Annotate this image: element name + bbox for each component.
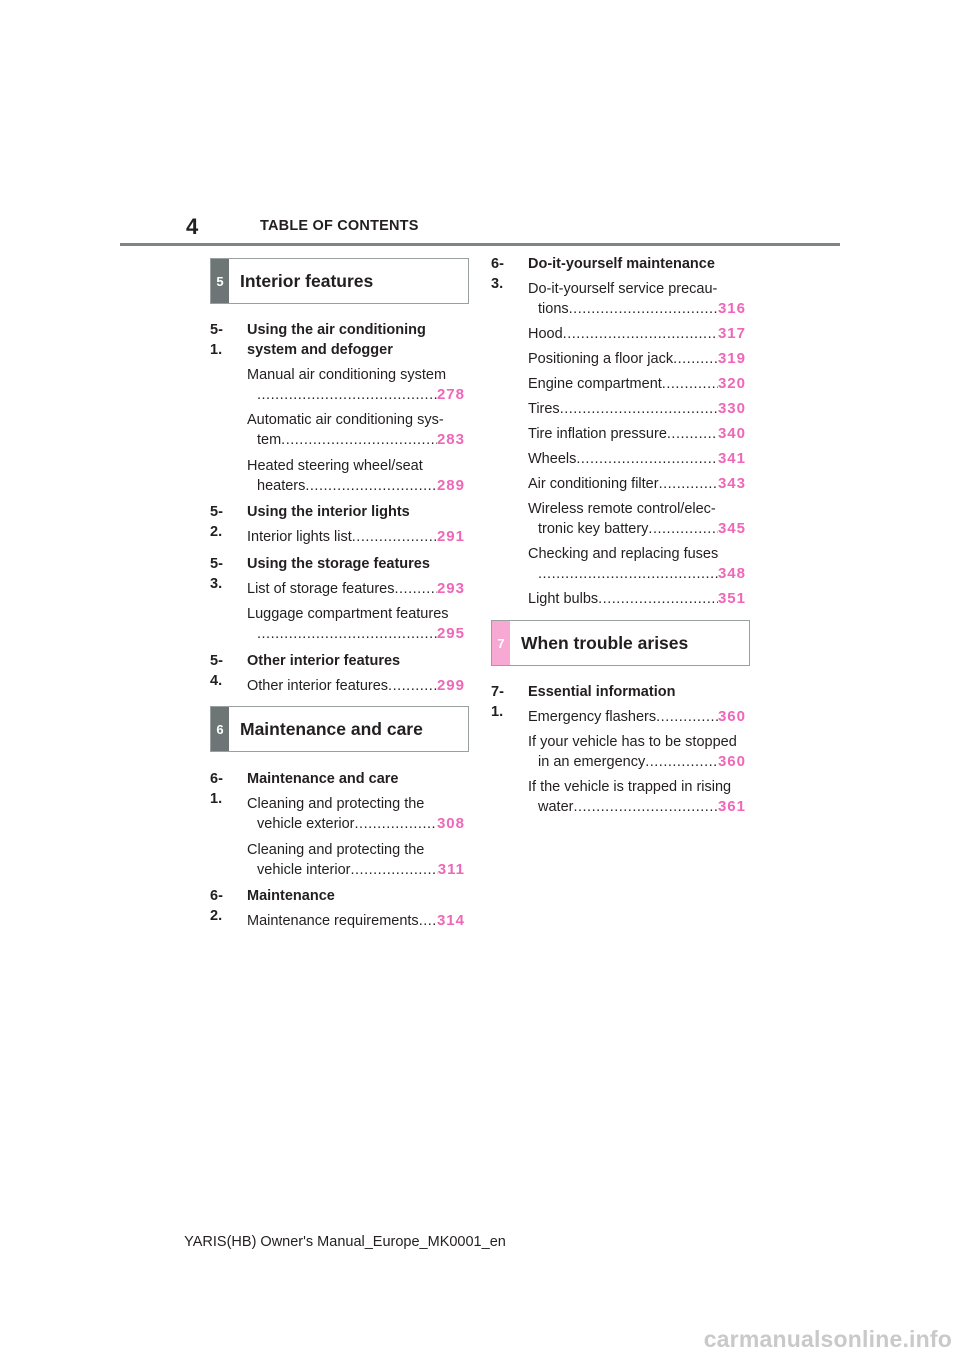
entry-text: Tire inflation pressure [528,426,667,442]
toc-entry[interactable] [528,544,746,584]
subsection-code: 5-3. [210,556,223,592]
toc-entry[interactable] [528,449,746,469]
page-ref[interactable]: 340 [717,425,746,442]
entry-text: Hood [528,326,563,342]
page-ref[interactable]: 319 [717,350,746,367]
section-number-tab: 5 [211,259,229,303]
entry-line1: Cleaning and protecting the [247,796,425,812]
leader-dots [538,564,718,584]
leader-dots [573,797,718,817]
entry-text: Air conditioning filter [528,476,659,492]
subsection-code: 7-1. [491,684,504,720]
section-7-header[interactable] [491,620,750,666]
toc-entry[interactable] [247,676,465,696]
toc-entry[interactable] [247,911,465,931]
leader-dots [305,476,437,496]
toc-entry[interactable] [528,499,746,539]
toc-entry[interactable] [528,349,746,369]
page-ref[interactable]: 311 [437,861,465,878]
subsection-code: 5-1. [210,322,223,358]
page-ref[interactable]: 361 [717,798,746,815]
toc-entry[interactable] [528,374,746,394]
subsection-title: Maintenance and care [247,771,399,787]
entry-text: Other interior features [247,678,389,694]
entry-text: heaters [257,478,306,494]
toc-entry[interactable] [528,707,746,727]
entry-text: Tires [528,401,560,417]
subsection-title: Using the air conditioning system and defogger [247,322,426,358]
section-number-tab: 6 [211,707,229,751]
page-ref[interactable]: 341 [717,450,746,467]
leader-dots [673,349,718,369]
toc-entry[interactable] [247,579,465,599]
toc-entry[interactable] [247,840,465,880]
entry-text: List of storage features [247,581,395,597]
page-ref[interactable]: 289 [436,477,465,494]
subsection-title: Essential information [528,684,676,700]
page-ref[interactable]: 299 [436,677,465,694]
entry-line1: Luggage compartment features [247,606,449,622]
entry-line1: Heated steering wheel/seat [247,458,423,474]
entry-text: water [538,799,574,815]
page-ref[interactable]: 283 [436,431,465,448]
leader-dots [281,430,437,450]
leader-dots [662,374,718,394]
section-title: Interior features [240,270,374,291]
page-ref[interactable]: 314 [436,912,465,929]
page-ref[interactable]: 348 [717,565,746,582]
page-ref[interactable]: 278 [436,386,465,403]
entry-text: tem [257,432,282,448]
toc-entry[interactable] [247,604,465,644]
entry-text: Emergency flashers [528,709,657,725]
subsection-code: 5-4. [210,653,223,689]
entry-text: Interior lights list [247,529,352,545]
toc-entry[interactable] [528,732,746,772]
subsection-title: Using the storage features [247,556,430,572]
entry-line1: If your vehicle has to be stopped [528,734,737,750]
page-ref[interactable]: 316 [717,300,746,317]
page-ref[interactable]: 345 [717,520,746,537]
leader-dots [598,589,718,609]
entry-text: vehicle interior [257,862,351,878]
subsection-code: 6-3. [491,256,504,292]
leader-dots [576,449,718,469]
header-rule [120,243,840,246]
section-number-tab: 7 [492,621,510,665]
leader-dots [257,385,437,405]
toc-entry[interactable] [528,474,746,494]
toc-entry[interactable] [247,527,465,547]
leader-dots [395,579,437,599]
page-ref[interactable]: 293 [436,580,465,597]
subsection-code: 5-2. [210,504,223,540]
leader-dots [419,911,437,931]
toc-entry[interactable] [528,424,746,444]
subsection-code: 6-2. [210,888,223,924]
page-ref[interactable]: 360 [717,753,746,770]
entry-text: tions [538,301,569,317]
toc-entry[interactable] [528,777,746,817]
section-5-header[interactable] [210,258,469,304]
entry-line1: If the vehicle is trapped in rising [528,779,732,795]
section-title: Maintenance and care [240,718,423,739]
leader-dots [352,527,437,547]
page-ref[interactable]: 320 [717,375,746,392]
footer-label: YARIS(HB) Owner's Manual_Europe_MK0001_en [184,1234,506,1250]
toc-entry[interactable] [528,324,746,344]
page-ref[interactable]: 317 [717,325,746,342]
toc-entry[interactable] [528,279,746,319]
watermark: carmanualsonline.info [703,1326,952,1352]
subsection-code: 6-1. [210,771,223,807]
leader-dots [388,676,437,696]
footer-text [0,1234,960,1250]
leader-dots [656,707,718,727]
page-ref[interactable]: 351 [717,590,746,607]
entry-line1: Automatic air conditioning sys- [247,412,444,428]
leader-dots [569,299,718,319]
entry-text: Maintenance requirements [247,913,419,929]
entry-text: Engine compartment [528,376,662,392]
section-title: When trouble arises [521,632,689,653]
entry-text: vehicle exterior [257,816,355,832]
toc-entry[interactable] [247,794,465,834]
subsection-title: Other interior features [247,653,401,669]
page-ref[interactable]: 295 [436,625,465,642]
subsection-title: Maintenance [247,888,335,904]
page-ref[interactable]: 330 [717,400,746,417]
subsection-title: Do-it-yourself maintenance [528,256,715,272]
leader-dots [645,752,718,772]
toc-entry[interactable] [247,365,465,405]
entry-line1: Cleaning and protecting the [247,842,425,858]
page-ref[interactable]: 308 [436,815,465,832]
page-ref[interactable]: 291 [436,528,465,545]
entry-text: Positioning a floor jack [528,351,674,367]
toc-entry[interactable] [247,456,465,496]
entry-text: Light bulbs [528,591,599,607]
leader-dots [563,324,718,344]
entry-line1: Wireless remote control/elec- [528,501,716,517]
leader-dots [659,474,718,494]
toc-entry[interactable] [528,589,746,609]
header-title: TABLE OF CONTENTS [260,218,419,234]
leader-dots [667,424,718,444]
entry-text: tronic key battery [538,521,649,537]
section-6-header[interactable] [210,706,469,752]
leader-dots [560,399,718,419]
toc-entry[interactable] [528,399,746,419]
leader-dots [257,624,437,644]
entry-line1: Manual air conditioning system [247,367,447,383]
entry-line1: Do-it-yourself service precau- [528,281,718,297]
subsection-title: Using the interior lights [247,504,410,520]
page-ref[interactable]: 360 [717,708,746,725]
leader-dots [351,860,438,880]
entry-line1: Checking and replacing fuses [528,546,719,562]
entry-text: Wheels [528,451,577,467]
page-ref[interactable]: 343 [717,475,746,492]
leader-dots [355,814,437,834]
toc-entry[interactable] [247,410,465,450]
leader-dots [648,519,718,539]
entry-text: in an emergency [538,754,646,770]
page-number: 4 [186,214,199,239]
